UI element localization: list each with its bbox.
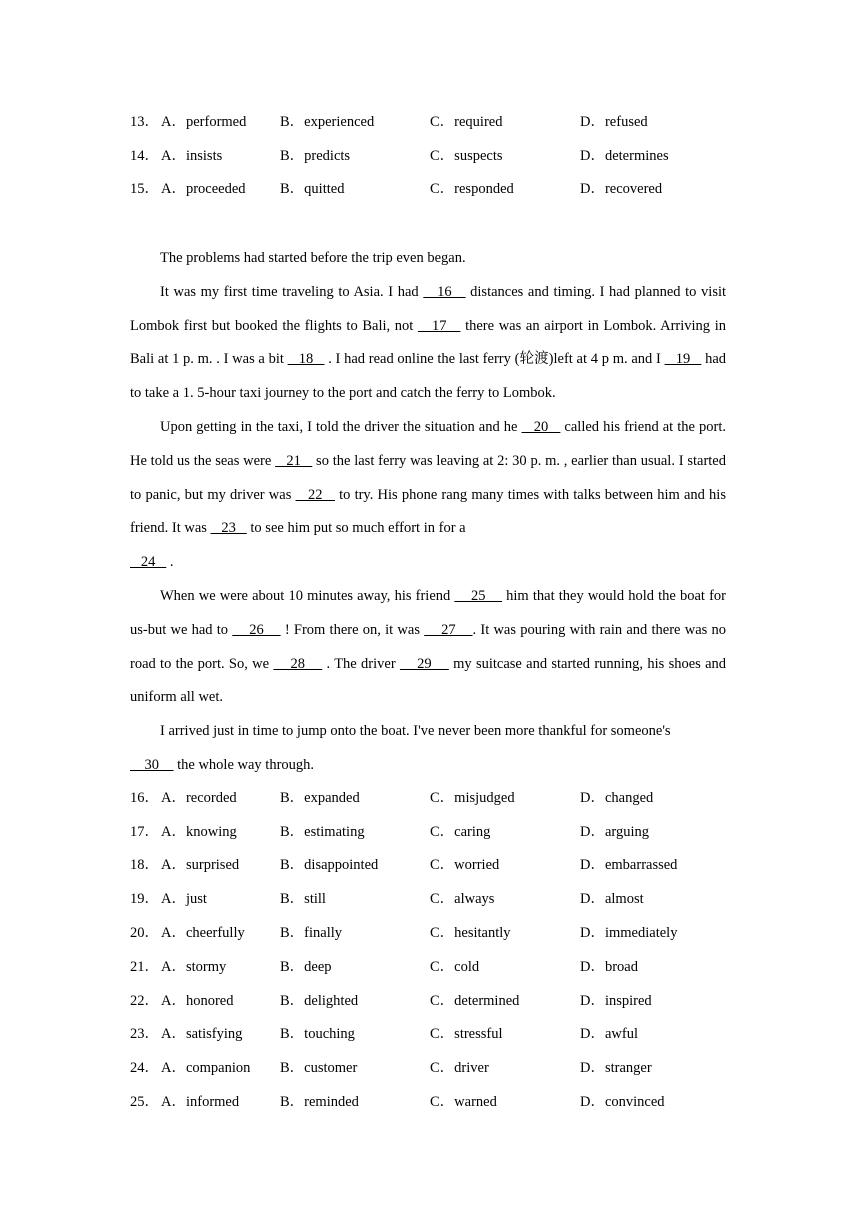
option-c: C．cold [430,959,480,975]
option-d: D．immediately [580,925,678,941]
paragraph-5: I arrived just in time to jump onto the boat. I've never been more thankful for someone's 30 the whole way through. [130,723,671,773]
option-d: D．changed [580,790,654,806]
blank-21: 21 [275,452,313,469]
paragraph-1: The problems had started before the trip even began. [160,250,466,266]
question-number: 16． [130,790,159,806]
question-number: 13． [130,114,159,130]
option-b: B．disappointed [280,857,379,873]
blank-17: 17 [417,317,461,334]
blank-24: 24 [130,554,167,571]
option-d: D．recovered [580,181,663,197]
question-15 [130,177,750,201]
blank-26: 26 [232,621,281,638]
paragraph-3: Upon getting in the taxi, I told the driver the situation and he 20 called his friend at the port. He told us the seas were 21 so the last ferry was leaving at 2: 30 p. m. , earlier than usual. I started to panic, but my driver was 22 to try. His phone rang many times with talks between him and his friend. It was 23 to see him put so much effort in for a 24 . [130,418,727,571]
blank-23: 23 [210,520,247,537]
option-c: C．determined [430,993,520,1009]
option-a: A．honored [161,993,234,1009]
option-a: A．stormy [161,959,227,975]
option-d: D．inspired [580,993,652,1009]
question-16 [130,786,750,810]
question-14 [130,144,750,168]
blank-25: 25 [454,587,503,604]
blank-30: 30 [130,756,174,773]
option-d: D．refused [580,114,648,130]
option-b: B．reminded [280,1094,359,1110]
option-a: A．recorded [161,790,237,806]
question-number: 17． [130,824,159,840]
question-17 [130,820,750,844]
question-number: 18． [130,857,159,873]
option-b: B．customer [280,1060,358,1076]
option-a: A．knowing [161,824,237,840]
question-22 [130,989,750,1013]
option-d: D．almost [580,891,644,907]
option-b: B．estimating [280,824,365,840]
blank-19: 19 [664,351,702,368]
option-c: C．stressful [430,1026,503,1042]
option-a: A．performed [161,114,247,130]
option-d: D．awful [580,1026,638,1042]
question-19 [130,887,750,911]
question-20 [130,921,750,945]
blank-28: 28 [273,655,323,672]
option-d: D．broad [580,959,638,975]
option-a: A．companion [161,1060,251,1076]
paragraph-4: When we were about 10 minutes away, his friend 25 him that they would hold the boat for us-but we had to 26 ! From there on, it was 27 . It was pouring with rain and there was no road to the port. So, we 28 . The driver 29 my suitcase and started running, his shoes and uniform all wet. [130,587,727,706]
blank-22: 22 [295,486,335,503]
option-d: D．embarrassed [580,857,678,873]
blank-27: 27 [424,621,473,638]
option-a: A．insists [161,148,223,164]
question-number: 14． [130,148,159,164]
option-c: C．suspects [430,148,503,164]
option-b: B．quitted [280,181,345,197]
option-a: A．informed [161,1094,240,1110]
option-c: C．worried [430,857,500,873]
option-b: B．deep [280,959,332,975]
option-b: B．delighted [280,993,359,1009]
question-21 [130,955,750,979]
option-b: B．touching [280,1026,355,1042]
option-a: A．just [161,891,207,907]
option-b: B．finally [280,925,343,941]
option-d: D．stranger [580,1060,652,1076]
option-b: B．still [280,891,326,907]
option-a: A．cheerfully [161,925,245,941]
question-13 [130,110,750,134]
question-18 [130,853,750,877]
option-c: C．misjudged [430,790,515,806]
blank-18: 18 [287,351,325,368]
option-c: C．responded [430,181,514,197]
option-d: D．arguing [580,824,650,840]
option-b: B．predicts [280,148,351,164]
question-number: 15． [130,181,159,197]
question-number: 20． [130,925,159,941]
option-a: A．satisfying [161,1026,243,1042]
question-24 [130,1056,750,1080]
cloze-passage [130,242,726,783]
question-number: 22． [130,993,159,1009]
option-a: A．proceeded [161,181,246,197]
option-b: B．expanded [280,790,360,806]
question-number: 24． [130,1060,159,1076]
option-b: B．experienced [280,114,375,130]
question-number: 23． [130,1026,159,1042]
option-c: C．caring [430,824,491,840]
option-c: C．warned [430,1094,497,1110]
option-c: C．hesitantly [430,925,511,941]
option-d: D．determines [580,148,669,164]
question-number: 21． [130,959,159,975]
question-number: 19． [130,891,159,907]
blank-20: 20 [521,418,561,435]
option-c: C．always [430,891,495,907]
option-c: C．required [430,114,503,130]
option-a: A．surprised [161,857,240,873]
option-d: D．convinced [580,1094,665,1110]
blank-16: 16 [423,283,466,300]
blank-29: 29 [399,655,449,672]
question-25 [130,1090,750,1114]
question-number: 25． [130,1094,159,1110]
option-c: C．driver [430,1060,489,1076]
question-23 [130,1022,750,1046]
paragraph-2: It was my first time traveling to Asia. I had 16 distances and timing. I had planned to visit Lombok first but booked the flights to Bali, not 17 there was an airport in Lombok. Arriving in Bali at 1 p. m. . I was a bit 18 . I had read online the last ferry (轮渡)left at 4 p m. and I 19 had to take a 1. 5-hour taxi journey to the port and catch the ferry to Lombok. [130,283,727,402]
